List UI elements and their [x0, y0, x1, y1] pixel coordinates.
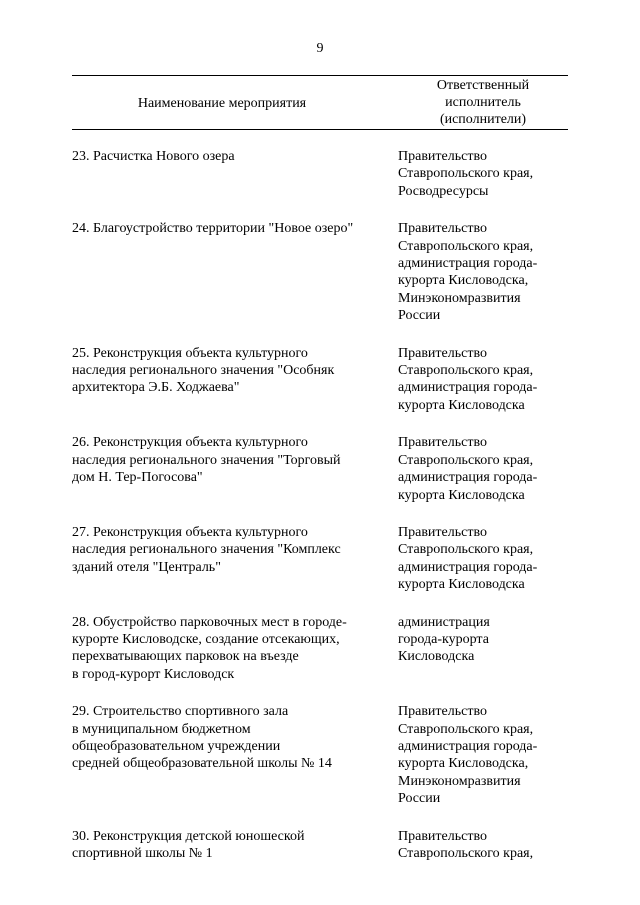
measure-name: 29. Строительство спортивного зала в муниципальном бюджетном общеобразовательном учреждении средней общеобразовательной школы № 14: [72, 704, 332, 772]
measure-name: 26. Реконструкция объекта культурного наследия регионального значения "Торговый дом Н. Тер-Погосова": [72, 435, 341, 486]
table-header-top-rule: [72, 75, 568, 76]
table-row: [72, 828, 568, 863]
responsible-executor: Правительство Ставропольского края, администрация города- курорта Кисловодска: [398, 524, 538, 593]
table-row: [72, 220, 568, 324]
measure-name: 28. Обустройство парковочных мест в городе- курорте Кисловодске, создание отсекающих, перехватывающих парковок на въезде в город-курорт Кисловодск: [72, 614, 347, 682]
responsible-executor: Правительство Ставропольского края,: [398, 828, 534, 861]
column-header-executor: [398, 77, 568, 128]
measure-name: 23. Расчистка Нового озера: [72, 149, 235, 164]
responsible-executor: Правительство Ставропольского края, администрация города- курорта Кисловодска, Минэкономразвития России: [398, 221, 538, 324]
measure-name: 30. Реконструкция детской юношеской спортивной школы № 1: [72, 828, 305, 861]
column-header-executor-text: Ответственный исполнитель (исполнители): [436, 78, 530, 127]
page-number: 9: [316, 41, 324, 56]
table-row: [72, 345, 568, 415]
measure-name: 25. Реконструкция объекта культурного наследия регионального значения "Особняк архитектора Э.Б. Ходжаева": [72, 345, 335, 396]
responsible-executor: Правительство Ставропольского края, Росводресурсы: [398, 149, 534, 199]
measure-name: 27. Реконструкция объекта культурного наследия регионального значения "Комплекс зданий отеля "Централь": [72, 524, 341, 575]
table-body: [0, 148, 640, 862]
measure-name: 24. Благоустройство территории "Новое озеро": [72, 221, 354, 237]
table-row: [72, 148, 568, 200]
table-row: [72, 434, 568, 504]
responsible-executor: администрация города-курорта Кисловодска: [398, 614, 490, 665]
table-row: [72, 703, 568, 807]
responsible-executor: Правительство Ставропольского края, администрация города- курорта Кисловодска: [398, 435, 538, 503]
column-header-name: Наименование мероприятия: [137, 96, 307, 111]
table-header-bottom-rule: [72, 129, 568, 130]
table-row: [72, 524, 568, 594]
table-row: [72, 614, 568, 684]
responsible-executor: Правительство Ставропольского края, администрация города- курорта Кисловодска: [398, 345, 538, 413]
responsible-executor: Правительство Ставропольского края, администрация города- курорта Кисловодска, Минэкономразвития России: [398, 704, 538, 807]
